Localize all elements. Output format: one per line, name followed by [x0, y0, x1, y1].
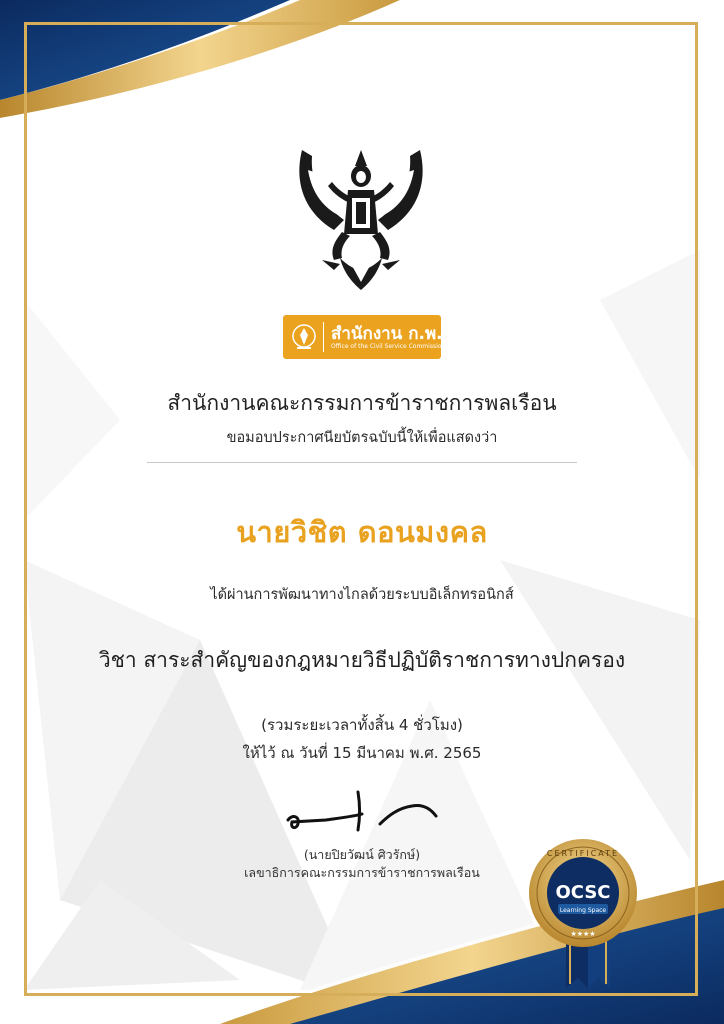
signature: [280, 786, 444, 836]
issue-date: ให้ไว้ ณ วันที่ 15 มีนาคม พ.ศ. 2565: [242, 744, 482, 762]
certificate-seal: [528, 838, 638, 988]
passed-statement: ได้ผ่านการพัฒนาทางไกลด้วยระบบอิเล็กทรอนิกส์: [210, 587, 514, 603]
divider-line: [147, 462, 577, 463]
certificate-intro: ขอมอบประกาศนียบัตรฉบับนี้ให้เพื่อแสดงว่า: [226, 430, 498, 446]
logo-subtitle: Office of the Civil Service Commission: [331, 343, 446, 350]
seal-stars: ★★★★: [570, 930, 596, 938]
logo-title: สำนักงาน ก.พ.: [331, 324, 443, 344]
office-logo: [283, 315, 446, 359]
seal-ribbon-text: Learning Space: [559, 907, 607, 914]
signatory-title: เลขาธิการคณะกรรมการข้าราชการพลเรือน: [244, 865, 480, 880]
organization-name: สำนักงานคณะกรรมการข้าราชการพลเรือน: [167, 391, 557, 415]
logo-divider: [323, 322, 324, 352]
course-title: วิชา สาระสำคัญของกฎหมายวิธีปฏิบัติราชการทางปกครอง: [98, 648, 626, 672]
ocsc-crest-icon: [291, 323, 317, 351]
recipient-name: นายวิชิต ดอนมงคล: [236, 515, 488, 549]
garuda-emblem-icon: [294, 142, 428, 292]
seal-brand: OCSC: [555, 882, 611, 903]
signatory-name: (นายปิยวัฒน์ ศิวรักษ์): [303, 847, 421, 862]
seal-top-text: CERTIFICATE: [546, 849, 620, 858]
course-duration: (รวมระยะเวลาทั้งสิ้น 4 ชั่วโมง): [261, 716, 463, 734]
